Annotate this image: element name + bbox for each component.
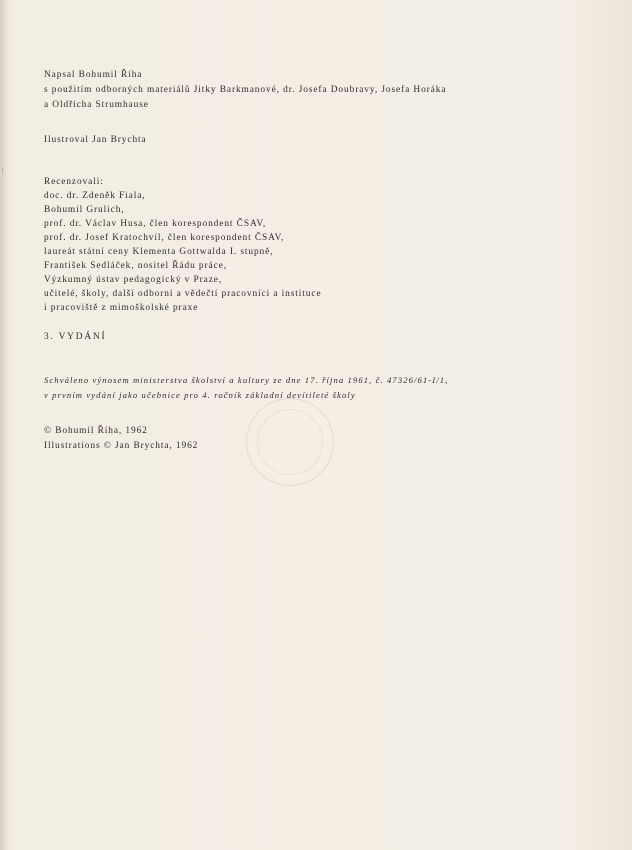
reviewer-line: učitelé, školy, další odborní a vědečtí pracovníci a instituce (44, 289, 322, 299)
reviewer-line: doc. dr. Zdeněk Fiala, (44, 191, 146, 201)
reviewers-heading: Recenzovali: (44, 177, 104, 187)
approval-line-1: Schváleno výnosem ministerstva školství a kultury ze dne 17. října 1961, č. 47326/61-I/1, (44, 375, 449, 385)
approval-line-2: v prvním vydání jako učebnice pro 4. ročník základní devítileté školy (44, 390, 356, 400)
author-line-3: a Oldřicha Strumhause (44, 100, 149, 110)
spine-shadow (0, 0, 8, 850)
reviewer-line: laureát státní ceny Klementa Gottwalda I. stupně, (44, 247, 274, 257)
illustrator-line: Ilustroval Jan Brychta (44, 135, 147, 145)
reviewer-line: prof. dr. Josef Kratochvíl, člen korespondent ČSAV, (44, 233, 285, 243)
reviewer-line: i pracoviště z mimoškolské praxe (44, 303, 199, 313)
reviewer-line: František Sedláček, nositel Řádu práce, (44, 261, 227, 271)
edge-mark (2, 168, 7, 174)
author-line-2: s použitím odborných materiálů Jitky Barkmanové, dr. Josefa Doubravy, Josefa Horáka (44, 85, 447, 95)
edition-label: 3. VYDÁNÍ (44, 332, 107, 342)
copyright-line-2: Illustrations © Jan Brychta, 1962 (44, 441, 199, 451)
author-line-1: Napsal Bohumil Říha (44, 70, 143, 80)
reviewer-line: Výzkumný ústav pedagogický v Praze, (44, 275, 223, 285)
copyright-line-1: © Bohumil Říha, 1962 (44, 426, 148, 436)
reviewer-line: prof. dr. Václav Husa, člen korespondent ČSAV, (44, 219, 267, 229)
faded-stamp (246, 398, 334, 486)
reviewer-line: Bohumil Grulich, (44, 205, 125, 215)
